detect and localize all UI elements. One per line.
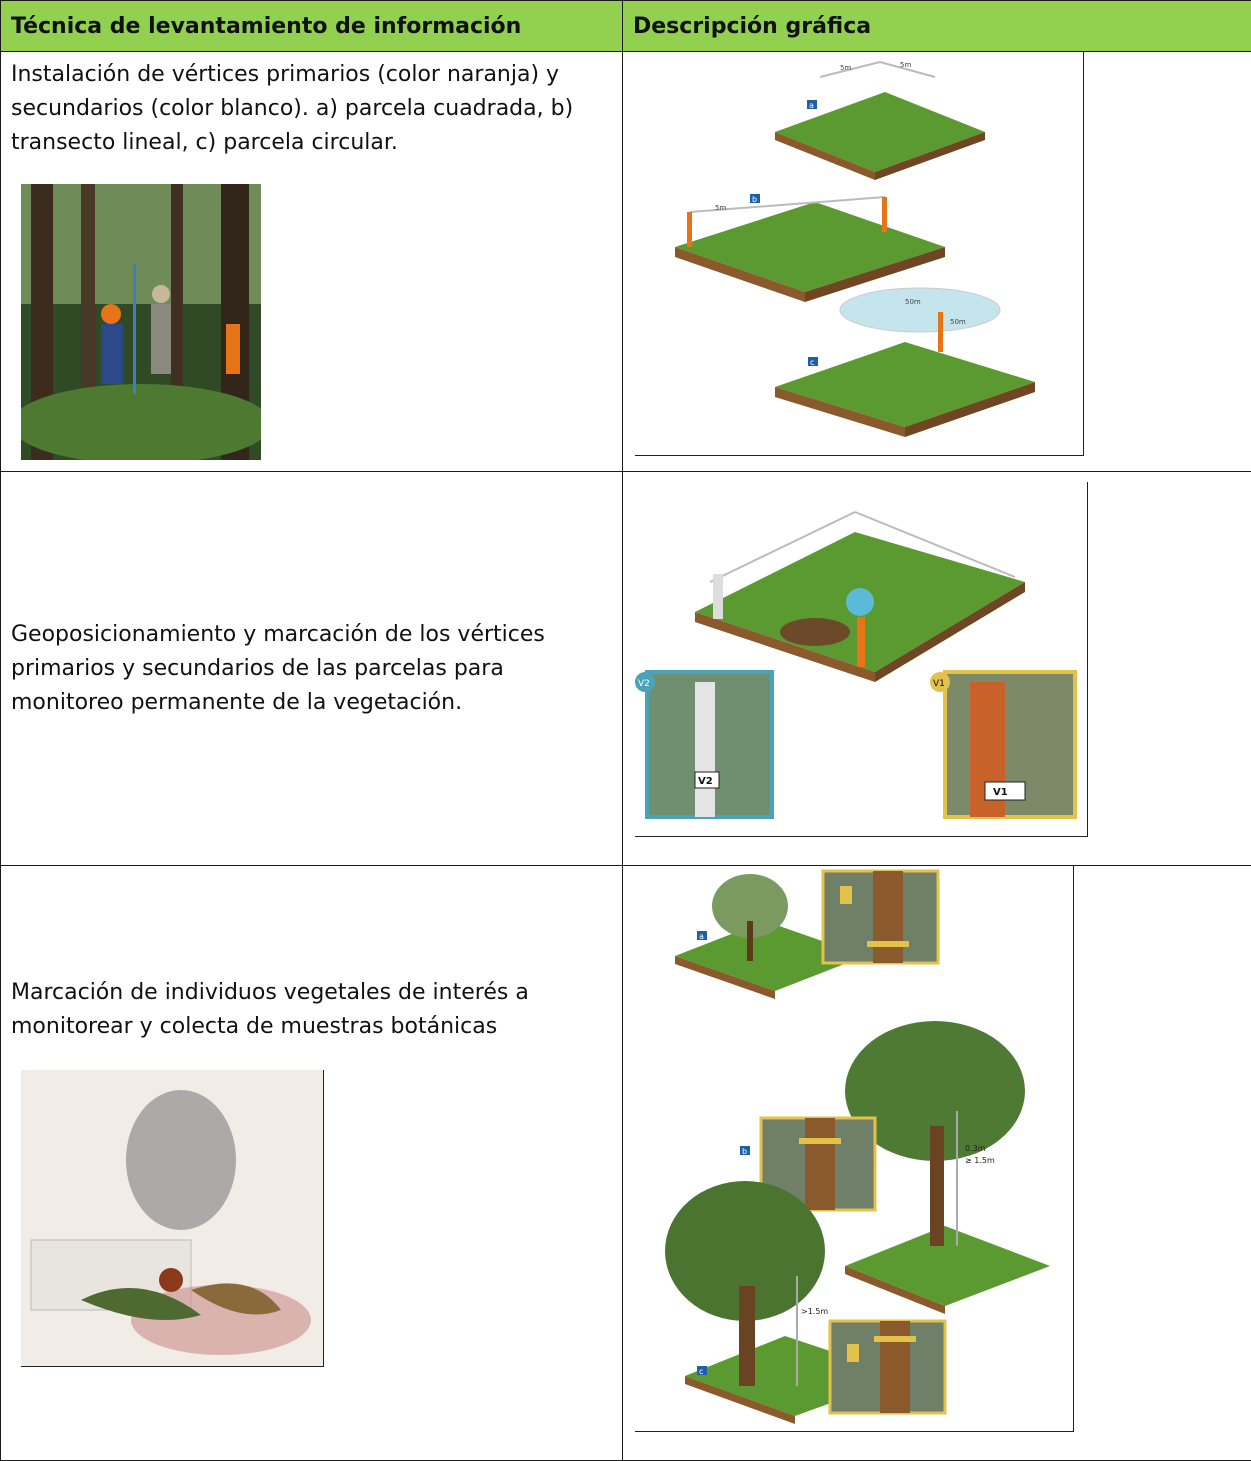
svg-text:5m: 5m (840, 64, 852, 72)
label-a: a (699, 932, 704, 941)
label-b: b (752, 195, 758, 204)
label-a: a (809, 101, 814, 110)
svg-text:≥ 1.5m: ≥ 1.5m (965, 1156, 995, 1165)
svg-text:50m: 50m (905, 298, 921, 306)
header-technique: Técnica de levantamiento de información (1, 1, 623, 52)
graphic-cell (623, 52, 1251, 472)
label-v1: V1 (993, 787, 1008, 798)
tree-marking-illustration (635, 866, 1074, 1432)
technique-text: Marcación de individuos vegetales de interés a monitorear y colecta de muestras botánicas (11, 980, 529, 1039)
vertex-marking-illustration (635, 482, 1088, 837)
technique-text: Geoposicionamiento y marcación de los vértices primarios y secundarios de las parcelas para monitoreo permanente de la vegetación. (11, 621, 545, 715)
technique-cell (1, 52, 623, 472)
header-graphic: Descripción gráfica (623, 1, 1251, 52)
table-row (1, 472, 1251, 866)
label-c: c (810, 358, 815, 367)
technique-cell (1, 866, 623, 1461)
graphic-cell (623, 866, 1251, 1461)
botanical-sample-photo (21, 1070, 324, 1367)
label-c: c (699, 1367, 704, 1376)
svg-text:>1.5m: >1.5m (801, 1307, 829, 1316)
graphic-cell (623, 472, 1251, 866)
svg-text:5m: 5m (900, 61, 912, 69)
label-v2: V2 (698, 776, 713, 787)
svg-text:V1: V1 (933, 679, 945, 689)
technique-cell (1, 472, 623, 866)
svg-text:50m: 50m (950, 318, 966, 326)
table-row (1, 866, 1251, 1461)
plot-types-illustration (635, 52, 1084, 456)
svg-text:V2: V2 (638, 679, 650, 689)
svg-text:0.3m: 0.3m (965, 1144, 986, 1153)
header-row (1, 1, 1251, 52)
table-row (1, 52, 1251, 472)
forest-field-crew-photo (21, 184, 261, 460)
technique-text: Instalación de vértices primarios (color naranja) y secundarios (color blanco). a) parcela cuadrada, b) transecto lineal, c) parcela circular. (11, 62, 574, 155)
svg-text:5m: 5m (715, 204, 727, 212)
label-b: b (742, 1147, 748, 1156)
